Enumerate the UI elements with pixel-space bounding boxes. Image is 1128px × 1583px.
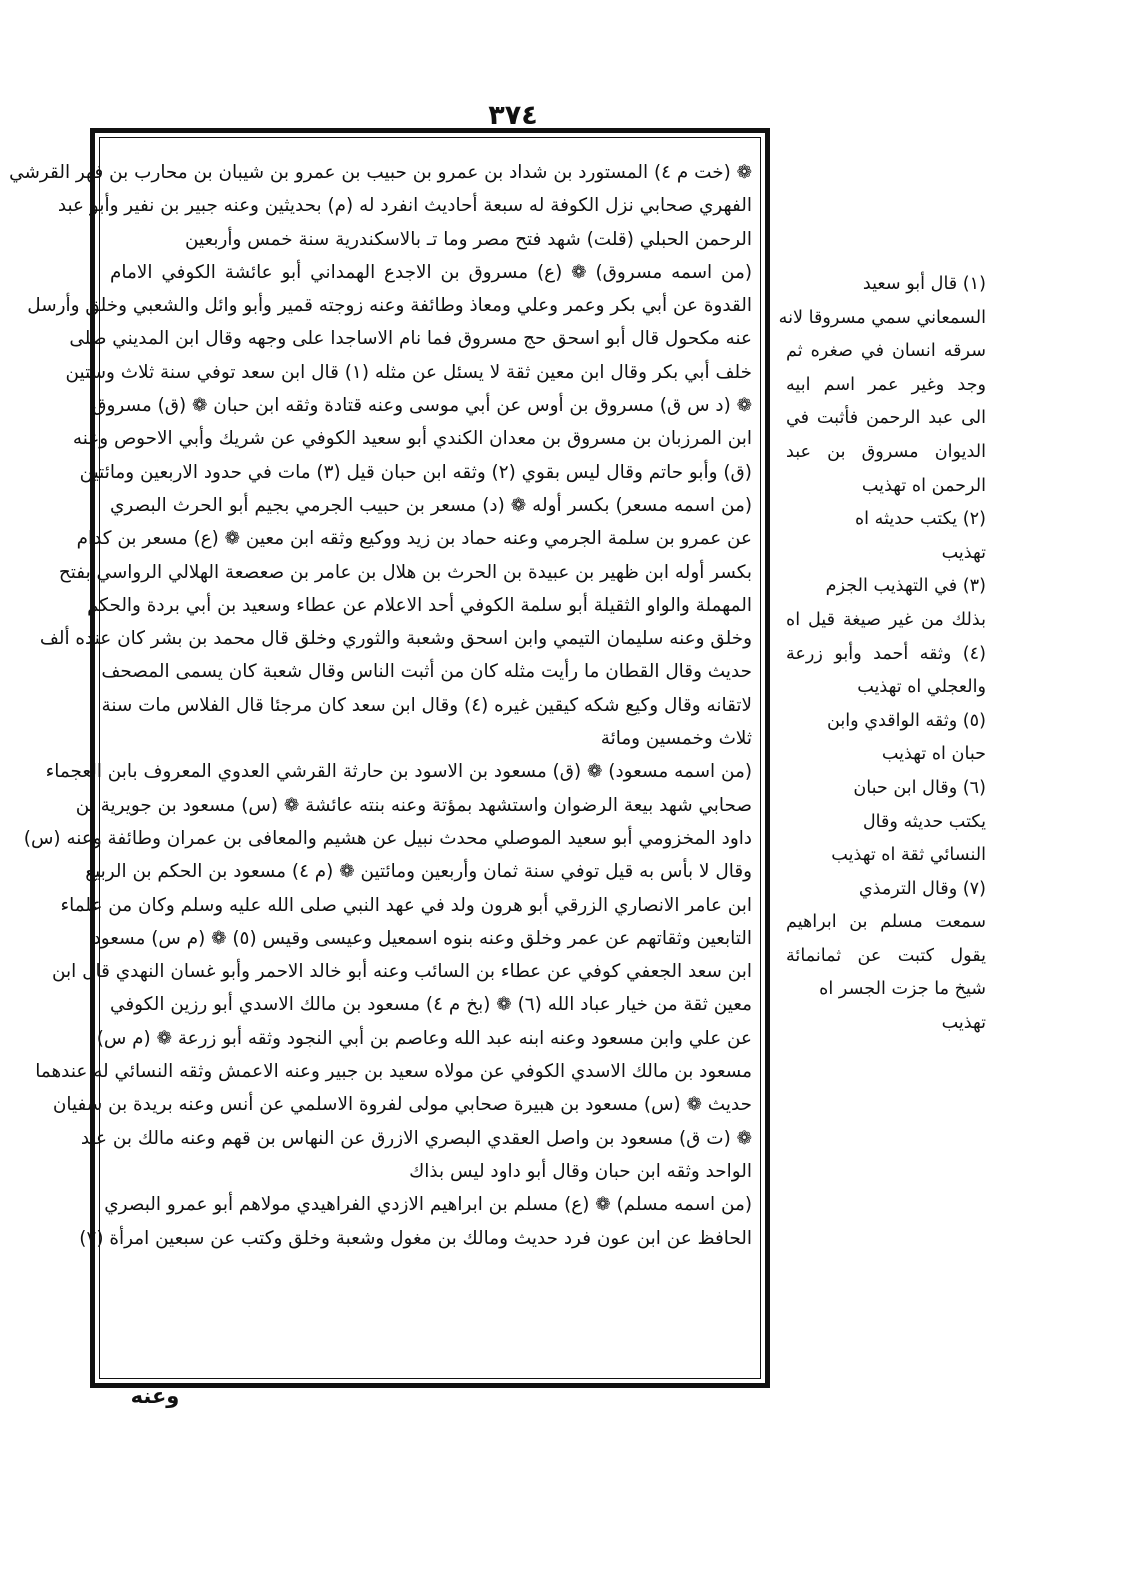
margin-note-line: (٤) وثقه أحمد وأبو زرعة [786,643,986,664]
margin-note-line: سرقه انسان في صغره ثم [786,341,986,362]
margin-note-line: الى عبد الرحمن فأثبت في [786,408,986,429]
margin-note-line: السمعاني سمي مسروقا لانه [778,307,986,328]
text-line: داود المخزومي أبو سعيد الموصلي محدث نبيل عن هشيم والمعافى بن عمران وطائفة وعنه (س) [23,827,752,849]
main-text-body [9,137,761,1379]
text-line: صحابي شهد بيعة الرضوان واستشهد بمؤتة وعنه بنته عائشة ❁ (س) مسعود بن جويرية بن [75,794,752,816]
text-line: وقال لا بأس به قيل توفي سنة ثمان وأربعين ومائتين ❁ (م ٤) مسعود بن الحكم بن الربيع [85,861,752,883]
margin-note-line: تهذيب [941,1013,986,1034]
text-line: مسعود بن مالك الاسدي الكوفي عن مولاه سعيد بن جبير وعنه الاعمش وثقه النسائي له عندهما [35,1061,752,1083]
margin-note-line: يكتب حديثه وقال [862,811,986,832]
text-line: الحافظ عن ابن عون فرد حديث ومالك بن مغول وشعبة وخلق وكتب عن سبعين امرأة (٧) [79,1227,752,1249]
margin-note-line: والعجلي اه تهذيب [857,677,986,698]
margin-note-line: حبان اه تهذيب [881,744,986,765]
text-line: حديث وقال القطان ما رأيت مثله كان من أثبت الناس وقال شعبة كان يسمى المصحف [101,661,752,683]
text-line: وخلق وعنه سليمان التيمي وابن اسحق وشعبة والثوري وخلق قال محمد بن بشر كان عنده ألف [39,628,752,650]
margin-note-line: الديوان مسروق بن عبد [786,441,986,462]
text-line: عن عمرو بن سلمة الجرمي وعنه حماد بن زيد ووكيع وثقه ابن معين ❁ (ع) مسعر بن كدام [76,528,752,550]
page-number: ٣٧٤ [488,100,538,131]
text-line: ❁ (د س ق) مسروق بن أوس عن أبي موسى وعنه قتادة وثقه ابن حبان ❁ (ق) مسروق [92,395,752,417]
margin-note-line: شيخ ما جزت الجسر اه [819,979,986,1000]
margin-notes [778,268,986,1041]
margin-note-line: (٣) في التهذيب الجزم [825,576,986,597]
text-line: ابن المرزبان بن مسروق بن معدان الكندي أبو سعيد الكوفي عن شريك وأبي الاحوص وعنه [72,428,752,450]
margin-note-line: (٥) وثقه الواقدي وابن [826,710,986,731]
text-line: (ق) وأبو حاتم وقال ليس بقوي (٢) وثقه ابن حبان قيل (٣) مات في حدود الاربعين ومائتين [79,461,752,483]
margin-note-line: الرحمن اه تهذيب [861,475,986,496]
text-line: لاتقانه وقال وكيع شكه كيقين غيره (٤) وقال ابن سعد كان مرجئا قال الفلاس مات سنة [101,694,752,716]
text-line: بكسر أوله ابن ظهير بن عبيدة بن الحرث بن هلال بن عامر بن صعصعة الهلالي الرواسي بفتح [58,561,752,583]
margin-note-line: (٢) يكتب حديثه اه [854,509,986,530]
text-line: الواحد وثقه ابن حبان وقال أبو داود ليس بذاك [409,1160,752,1182]
text-line: ابن عامر الانصاري الزرقي أبو هرون ولد في عهد النبي صلى الله عليه وسلم وكان من علماء [60,894,752,916]
text-line: التابعين وثقاتهم عن عمر وخلق وعنه بنوه اسمعيل وعيسى وقيس (٥) ❁ (م س) مسعود [92,927,752,949]
text-line: المهملة والواو الثقيلة أبو سلمة الكوفي أحد الاعلام عن عطاء وسعيد بن أبي بردة والحكم [87,594,752,616]
margin-note-line: بذلك من غير صيغة قيل اه [786,609,986,630]
text-line: القدوة عن أبي بكر وعمر وعلي ومعاذ وطائفة وعنه زوجته قمير وأبو وائل والشعبي وخلق وأرسل [27,295,752,317]
margin-note-line: (٦) وقال ابن حبان [853,777,986,798]
text-line: ثلاث وخمسين ومائة [600,728,752,750]
text-line: خلف أبي بكر وقال ابن معين ثقة لا يسئل عن مثله (١) قال ابن سعد توفي سنة ثلاث وستين [65,361,752,383]
margin-note-line: (١) قال أبو سعيد [862,274,986,294]
margin-note-line: (٧) وقال الترمذي [858,878,986,899]
margin-note-line: تهذيب [941,542,986,563]
catchword: وعنه [130,1384,180,1408]
text-line: عن علي وابن مسعود وعنه ابنه عبد الله وعاصم بن أبي النجود وثقه أبو زرعة ❁ (م س) [96,1027,752,1049]
text-line: عنه مكحول قال أبو اسحق حج مسروق فما نام الاساجدا على وجهه وقال ابن المديني صلى [69,328,752,350]
margin-note-line: سمعت مسلم بن ابراهيم [786,912,986,933]
text-line: حديث ❁ (س) مسعود بن هبيرة صحابي مولى لفروة الاسلمي عن أنس وعنه بريدة بن سفيان [52,1094,752,1116]
text-line: (من اسمه مسروق) ❁ (ع) مسروق بن الاجدع الهمداني أبو عائشة الكوفي الامام [110,261,752,283]
text-line: الرحمن الحبلي (قلت) شهد فتح مصر وما تـ بالاسكندرية سنة خمس وأربعين [184,228,752,250]
text-line: معين ثقة من خيار عباد الله (٦) ❁ (بخ م ٤) مسعود بن مالك الاسدي أبو رزين الكوفي [110,994,752,1016]
margin-note-line: وجد وغير عمر اسم ابيه [786,374,986,395]
text-line: ❁ (ت ق) مسعود بن واصل العقدي البصري الازرق عن النهاس بن قهم وعنه مالك بن عبد [80,1127,752,1149]
margin-note-line: النسائي ثقة اه تهذيب [831,845,986,866]
text-line: ابن سعد الجعفي كوفي عن عطاء بن السائب وعنه أبو خالد الاحمر وأبو غسان النهدي قال ابن [52,961,752,983]
text-line: الفهري صحابي نزل الكوفة له سبعة أحاديث انفرد له (م) بحديثين وعنه جبير بن نفير وأبو عبد [57,195,752,217]
text-line: (من اسمه مسعر) بكسر أوله ❁ (د) مسعر بن حبيب الجرمي بجيم أبو الحرث البصري [110,494,752,516]
text-line: (من اسمه مسعود) ❁ (ق) مسعود بن الاسود بن حارثة القرشي العدوي المعروف بابن العجماء [45,761,752,783]
text-line: ❁ (خت م ٤) المستورد بن شداد بن عمرو بن حبيب بن عمرو بن شيبان بن محارب بن فهر القرشي [9,162,752,183]
text-line: (من اسمه مسلم) ❁ (ع) مسلم بن ابراهيم الازدي الفراهيدي مولاهم أبو عمرو البصري [104,1194,752,1216]
main-text-frame [9,128,770,1388]
margin-note-line: يقول كتبت عن ثمانمائة [786,945,986,966]
